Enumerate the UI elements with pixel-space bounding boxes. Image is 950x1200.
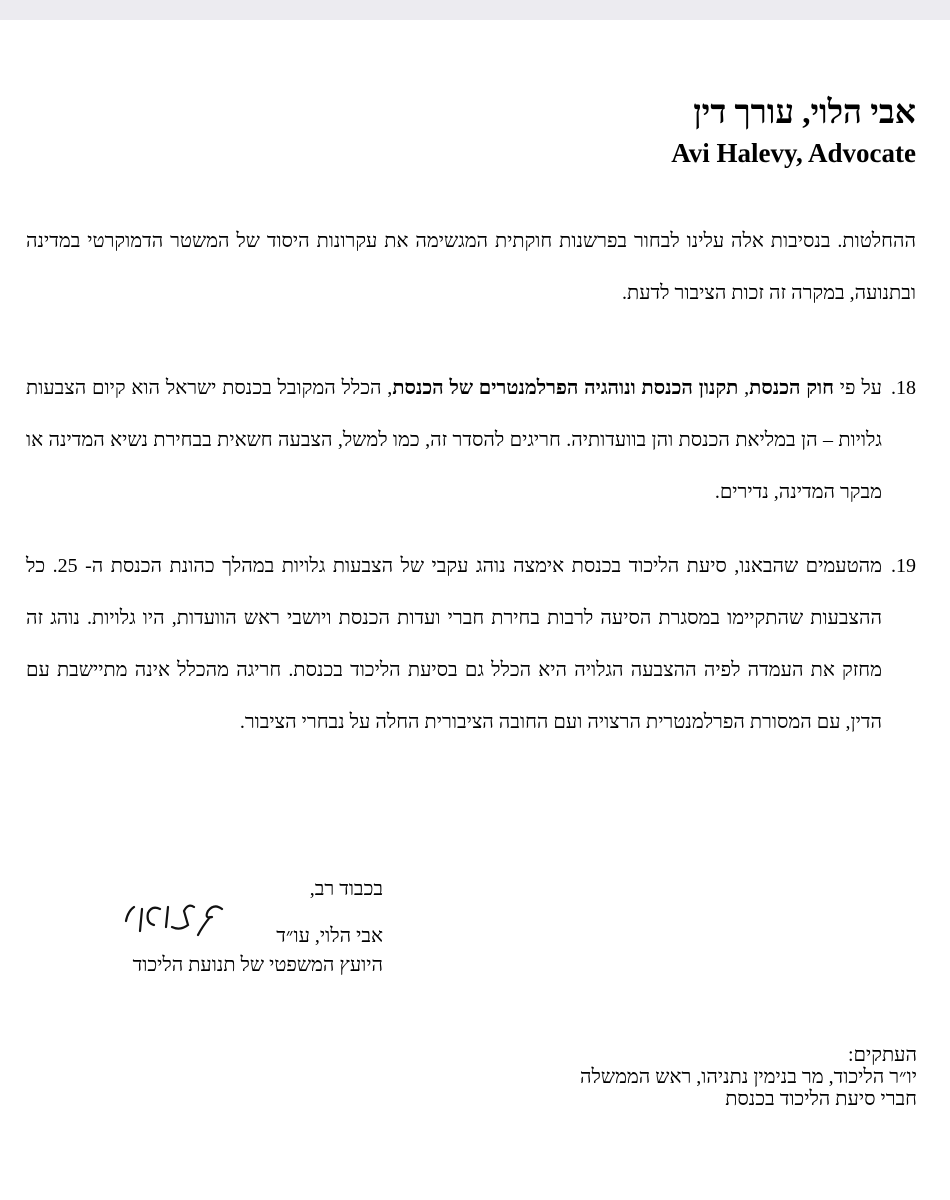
window-top-bar (0, 0, 950, 20)
salutation: בכבוד רב, (309, 878, 383, 900)
copies-recipient-2: חברי סיעת הליכוד בכנסת (725, 1088, 917, 1110)
letterhead-name-english: Avi Halevy, Advocate (671, 138, 916, 168)
paragraph-text (26, 362, 882, 518)
copies-heading: העתקים: (847, 1044, 917, 1066)
handwritten-signature (118, 897, 228, 949)
text-run: , (738, 377, 750, 399)
paragraph-number: 19. (891, 555, 916, 577)
text-run: על פי (833, 377, 882, 399)
paragraph-continuation: ההחלטות. בנסיבות אלה עלינו לבחור בפרשנות חוקתית המגשימה את עקרונות היסוד של המשטר הדמוקרטי במדינה ובתנועה, במקרה זה זכות הציבור לדעת. (26, 230, 916, 304)
letterhead-name-hebrew: אבי הלוי, עורך דין (693, 95, 916, 131)
paragraph-number: 18. (891, 377, 916, 399)
letter-page (0, 20, 950, 1200)
paragraph-text: מהטעמים שהבאנו, סיעת הליכוד בכנסת אימצה נוהג עקבי של הצבעות גלויות במהלך כהונת הכנסת ה- 25. כל ההצבעות שהתקיימו במסגרת הסיעה לרבות בחירת חברי ועדות הכנסת ויושבי ראש הוועדות, היו גלויות. נוהג זה מחזק את העמדה לפיה ההצבעה הגלויה היא הכלל גם בסיעת הליכוד בכנסת. חריגה מהכלל אינה מתיישבת עם הדין, עם המסורת הפרלמנטרית הרצויה ועם החובה הציבורית החלה על נבחרי הציבור. (26, 555, 883, 733)
bold-law-name: חוק הכנסת (749, 377, 834, 399)
paragraph-18 (26, 362, 916, 518)
signer-title: היועץ המשפטי של תנועת הליכוד (132, 954, 383, 976)
text-run: , הכלל המקובל בכנסת ישראל הוא קיום הצבעות גלויות – הן במליאת הכנסת והן בוועדותיה. חריגים להסדר זה, כמו למשל, הצבעה חשאית בבחירת נשיא המדינה או מבקר המדינה, נדירים. (26, 377, 882, 503)
signer-name: אבי הלוי, עו״ד (276, 925, 383, 947)
copies-recipient-1: יו״ר הליכוד, מר בנימין נתניהו, ראש הממשלה (580, 1066, 917, 1088)
copies-block (580, 1044, 917, 1110)
paragraph-19 (26, 540, 916, 748)
bold-regulations-name: תקנון הכנסת ונוהגיה הפרלמנטרים של הכנסת (392, 377, 739, 399)
